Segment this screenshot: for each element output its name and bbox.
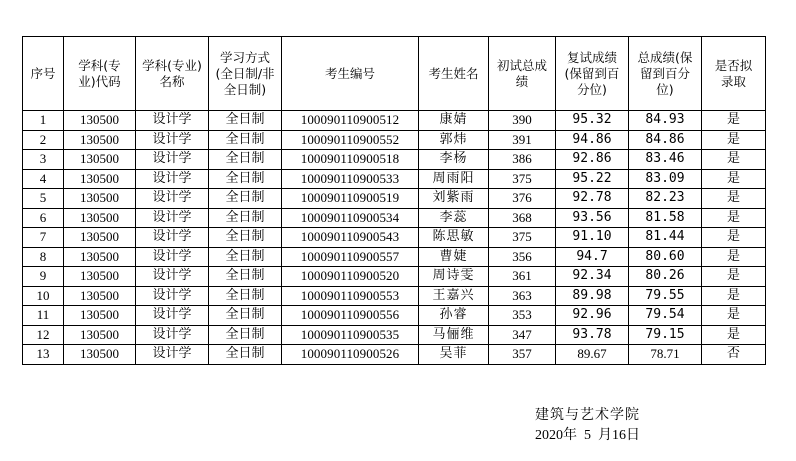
major-code-cell: 130500 [64,267,136,287]
retest-score-cell: 92.86 [556,150,629,170]
table-row [23,189,766,209]
study-mode-cell: 全日制 [209,306,282,326]
candidate-id-cell: 100090110900526 [282,345,419,365]
candidate-id-cell: 100090110900512 [282,111,419,131]
retest-score-cell: 93.56 [556,208,629,228]
candidate-id-cell: 100090110900519 [282,189,419,209]
initial-score-cell: 361 [489,267,556,287]
major-name-cell: 设计学 [136,286,209,306]
header-total-score: 总成绩(保留到百分位) [629,37,702,111]
retest-score-cell: 92.78 [556,189,629,209]
major-code-cell: 130500 [64,325,136,345]
table-row [23,325,766,345]
major-name-cell: 设计学 [136,306,209,326]
major-code-cell: 130500 [64,169,136,189]
candidate-name-cell: 康婧 [419,111,489,131]
header-candidate-id: 考生编号 [282,37,419,111]
major-code-cell: 130500 [64,286,136,306]
table-row [23,169,766,189]
admit-cell: 是 [702,267,766,287]
serial-cell: 1 [23,111,64,131]
major-code-cell: 130500 [64,208,136,228]
admit-cell: 是 [702,111,766,131]
serial-cell: 11 [23,306,64,326]
initial-score-cell: 375 [489,228,556,248]
header-candidate-name: 考生姓名 [419,37,489,111]
candidate-id-cell: 100090110900533 [282,169,419,189]
total-score-cell: 78.71 [629,345,702,365]
major-name-cell: 设计学 [136,169,209,189]
header-study-mode: 学习方式(全日制/非全日制) [209,37,282,111]
table-row [23,208,766,228]
total-score-cell: 83.46 [629,150,702,170]
table-row [23,306,766,326]
header-retest-score: 复试成绩(保留到百分位) [556,37,629,111]
serial-cell: 8 [23,247,64,267]
candidate-id-cell: 100090110900556 [282,306,419,326]
admit-cell: 是 [702,189,766,209]
initial-score-cell: 353 [489,306,556,326]
study-mode-cell: 全日制 [209,247,282,267]
admit-cell: 是 [702,150,766,170]
candidate-id-cell: 100090110900535 [282,325,419,345]
initial-score-cell: 347 [489,325,556,345]
study-mode-cell: 全日制 [209,345,282,365]
header-major-name: 学科(专业)名称 [136,37,209,111]
table-row [23,247,766,267]
serial-cell: 13 [23,345,64,365]
header-row [23,37,766,111]
total-score-cell: 79.15 [629,325,702,345]
admit-cell: 是 [702,306,766,326]
admit-cell: 否 [702,345,766,365]
retest-score-cell: 95.22 [556,169,629,189]
major-code-cell: 130500 [64,247,136,267]
admit-cell: 是 [702,286,766,306]
serial-cell: 9 [23,267,64,287]
candidate-id-cell: 100090110900520 [282,267,419,287]
major-name-cell: 设计学 [136,325,209,345]
admit-cell: 是 [702,247,766,267]
candidate-id-cell: 100090110900557 [282,247,419,267]
study-mode-cell: 全日制 [209,228,282,248]
major-name-cell: 设计学 [136,150,209,170]
initial-score-cell: 368 [489,208,556,228]
major-code-cell: 130500 [64,150,136,170]
total-score-cell: 79.55 [629,286,702,306]
total-score-cell: 83.09 [629,169,702,189]
candidate-id-cell: 100090110900534 [282,208,419,228]
major-name-cell: 设计学 [136,130,209,150]
major-code-cell: 130500 [64,189,136,209]
table-row [23,150,766,170]
table-row [23,286,766,306]
major-name-cell: 设计学 [136,247,209,267]
initial-score-cell: 357 [489,345,556,365]
total-score-cell: 84.93 [629,111,702,131]
total-score-cell: 82.23 [629,189,702,209]
retest-score-cell: 91.10 [556,228,629,248]
table-row [23,267,766,287]
study-mode-cell: 全日制 [209,267,282,287]
candidate-id-cell: 100090110900518 [282,150,419,170]
total-score-cell: 79.54 [629,306,702,326]
study-mode-cell: 全日制 [209,286,282,306]
retest-score-cell: 93.78 [556,325,629,345]
candidate-name-cell: 李蕊 [419,208,489,228]
initial-score-cell: 356 [489,247,556,267]
major-name-cell: 设计学 [136,189,209,209]
major-code-cell: 130500 [64,228,136,248]
initial-score-cell: 391 [489,130,556,150]
total-score-cell: 84.86 [629,130,702,150]
candidate-name-cell: 陈思敏 [419,228,489,248]
study-mode-cell: 全日制 [209,150,282,170]
total-score-cell: 80.26 [629,267,702,287]
retest-score-cell: 92.96 [556,306,629,326]
study-mode-cell: 全日制 [209,169,282,189]
retest-score-cell: 92.34 [556,267,629,287]
major-name-cell: 设计学 [136,267,209,287]
candidate-name-cell: 刘紫雨 [419,189,489,209]
candidate-name-cell: 郭炜 [419,130,489,150]
candidate-name-cell: 李杨 [419,150,489,170]
retest-score-cell: 89.67 [556,345,629,365]
candidate-name-cell: 吴菲 [419,345,489,365]
major-code-cell: 130500 [64,306,136,326]
initial-score-cell: 390 [489,111,556,131]
major-code-cell: 130500 [64,130,136,150]
study-mode-cell: 全日制 [209,208,282,228]
major-name-cell: 设计学 [136,208,209,228]
serial-cell: 6 [23,208,64,228]
major-code-cell: 130500 [64,345,136,365]
admit-cell: 是 [702,169,766,189]
admit-cell: 是 [702,208,766,228]
notice-date: 2020年 5 月16日 [535,428,640,443]
total-score-cell: 81.44 [629,228,702,248]
admission-table [22,36,766,365]
table-row [23,228,766,248]
table-row [23,130,766,150]
retest-score-cell: 89.98 [556,286,629,306]
major-name-cell: 设计学 [136,111,209,131]
total-score-cell: 81.58 [629,208,702,228]
header-admit: 是否拟录取 [702,37,766,111]
admit-cell: 是 [702,228,766,248]
candidate-id-cell: 100090110900552 [282,130,419,150]
initial-score-cell: 376 [489,189,556,209]
table-row [23,345,766,365]
major-name-cell: 设计学 [136,345,209,365]
initial-score-cell: 375 [489,169,556,189]
study-mode-cell: 全日制 [209,325,282,345]
candidate-name-cell: 曹婕 [419,247,489,267]
candidate-id-cell: 100090110900543 [282,228,419,248]
header-major-code: 学科(专业)代码 [64,37,136,111]
candidate-id-cell: 100090110900553 [282,286,419,306]
header-serial: 序号 [23,37,64,111]
initial-score-cell: 386 [489,150,556,170]
candidate-name-cell: 王嘉兴 [419,286,489,306]
major-code-cell: 130500 [64,111,136,131]
candidate-name-cell: 孙睿 [419,306,489,326]
serial-cell: 4 [23,169,64,189]
serial-cell: 3 [23,150,64,170]
serial-cell: 10 [23,286,64,306]
candidate-name-cell: 马俪维 [419,325,489,345]
serial-cell: 2 [23,130,64,150]
college-name: 建筑与艺术学院 [535,407,640,423]
retest-score-cell: 94.7 [556,247,629,267]
study-mode-cell: 全日制 [209,130,282,150]
serial-cell: 7 [23,228,64,248]
retest-score-cell: 95.32 [556,111,629,131]
total-score-cell: 80.60 [629,247,702,267]
serial-cell: 5 [23,189,64,209]
study-mode-cell: 全日制 [209,111,282,131]
retest-score-cell: 94.86 [556,130,629,150]
candidate-name-cell: 周诗雯 [419,267,489,287]
admit-cell: 是 [702,325,766,345]
table-row [23,111,766,131]
candidate-name-cell: 周雨阳 [419,169,489,189]
initial-score-cell: 363 [489,286,556,306]
study-mode-cell: 全日制 [209,189,282,209]
header-initial-score: 初试总成绩 [489,37,556,111]
serial-cell: 12 [23,325,64,345]
major-name-cell: 设计学 [136,228,209,248]
admit-cell: 是 [702,130,766,150]
